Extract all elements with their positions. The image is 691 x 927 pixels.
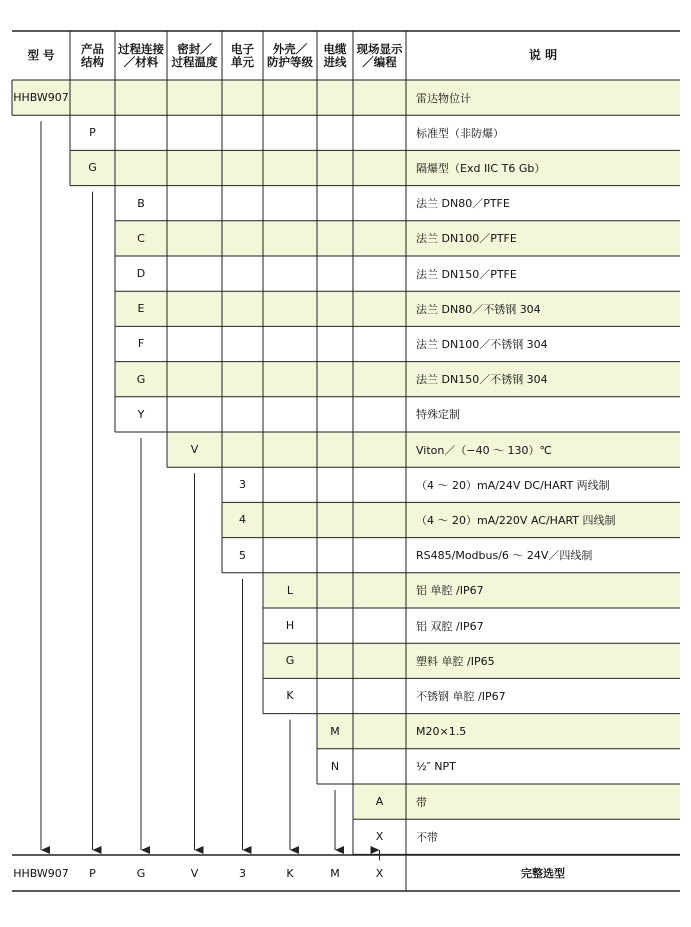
final-code: V: [190, 866, 199, 880]
option-code: D: [136, 267, 146, 281]
option-description: 法兰 DN150／不锈钢 304: [416, 373, 548, 387]
option-code: G: [88, 161, 97, 175]
option-code: 4: [239, 513, 246, 527]
option-description: 雷达物位计: [416, 91, 471, 105]
header-cable: 电缆 进线: [323, 41, 347, 69]
header-product-structure: 产品 结构: [81, 41, 104, 69]
option-description: 隔爆型（Exd IIC T6 Gb）: [416, 161, 546, 175]
final-code: P: [89, 866, 96, 880]
option-code: 3: [239, 478, 246, 492]
option-code: H: [285, 619, 295, 633]
option-description: 法兰 DN100／PTFE: [416, 232, 517, 246]
option-description: 法兰 DN80／不锈钢 304: [416, 302, 541, 316]
option-description: 带: [416, 795, 427, 809]
option-code: K: [286, 689, 294, 703]
option-description: （4 ～ 20）mA/220V AC/HART 四线制: [416, 513, 616, 527]
option-code: V: [190, 443, 199, 457]
header-process-connection: 过程连接 ／材料: [118, 41, 164, 69]
option-code: G: [136, 372, 146, 386]
header-housing: 外壳／ 防护等级: [267, 41, 313, 69]
option-code: 5: [239, 548, 246, 562]
option-description: 铝 双腔 /IP67: [416, 619, 484, 633]
option-code: X: [375, 830, 384, 844]
final-code: M: [330, 866, 340, 880]
final-code: K: [286, 866, 294, 880]
option-description: 铝 单腔 /IP67: [416, 584, 484, 598]
option-description: 特殊定制: [416, 408, 460, 422]
option-description: Viton／（−40 ～ 130）℃: [416, 443, 552, 457]
option-description: 法兰 DN80／PTFE: [416, 197, 510, 211]
option-code: M: [330, 724, 340, 738]
option-code: N: [330, 759, 340, 773]
option-code: G: [285, 654, 295, 668]
option-code: F: [137, 337, 145, 351]
option-description: 塑料 单腔 /IP65: [416, 654, 495, 668]
option-description: RS485/Modbus/6 ～ 24V／四线制: [416, 549, 593, 563]
option-description: 法兰 DN100／不锈钢 304: [416, 337, 548, 351]
header-display: 现场显示 ／编程: [356, 41, 403, 69]
option-description: 标准型（非防爆）: [416, 126, 504, 140]
option-code: A: [375, 795, 384, 809]
final-code: HHBW907: [13, 866, 69, 880]
header-seal: 密封／ 过程温度: [171, 41, 218, 69]
option-description: 不锈钢 单腔 /IP67: [416, 689, 506, 703]
option-code: E: [137, 302, 145, 316]
option-code: HHBW907: [13, 91, 69, 105]
option-description: ½″ NPT: [416, 759, 456, 773]
header-description: 说 明: [528, 48, 558, 62]
header-electronics: 电子 单元: [231, 41, 254, 69]
option-description: M20×1.5: [416, 724, 467, 738]
final-code: X: [375, 866, 384, 880]
option-code: B: [137, 196, 145, 210]
option-code: C: [137, 231, 145, 245]
option-description: （4 ～ 20）mA/24V DC/HART 两线制: [416, 478, 610, 492]
option-description: 法兰 DN150／PTFE: [416, 267, 517, 281]
final-description: 完整选型: [521, 867, 565, 880]
option-code: Y: [137, 407, 145, 421]
option-description: 不带: [416, 830, 438, 844]
option-code: L: [286, 583, 294, 597]
final-code: G: [136, 866, 146, 880]
final-code: 3: [239, 866, 246, 880]
option-code: P: [89, 126, 96, 140]
header-model: 型 号: [27, 48, 55, 62]
